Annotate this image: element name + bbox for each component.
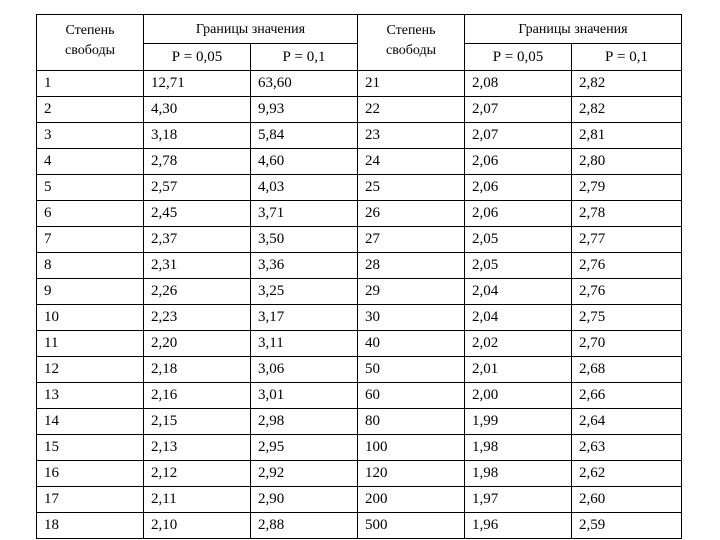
p01-right-cell: 2,76: [572, 253, 682, 279]
p005-right-cell: 2,06: [465, 175, 572, 201]
p005-left-cell: 2,23: [144, 305, 251, 331]
p005-left-cell: 2,57: [144, 175, 251, 201]
df-right-cell: 25: [358, 175, 465, 201]
df-right-cell: 100: [358, 435, 465, 461]
p01-left-cell: 3,01: [251, 383, 358, 409]
p005-right-cell: 2,05: [465, 253, 572, 279]
header-p005-right: Р = 0,05: [465, 44, 572, 71]
df-left-cell: 14: [37, 409, 144, 435]
header-p01-right: Р = 0,1: [572, 44, 682, 71]
p005-left-cell: 2,10: [144, 513, 251, 539]
df-right-cell: 22: [358, 97, 465, 123]
p01-right-cell: 2,66: [572, 383, 682, 409]
df-right-cell: 30: [358, 305, 465, 331]
p01-right-cell: 2,76: [572, 279, 682, 305]
p005-right-cell: 2,02: [465, 331, 572, 357]
p01-right-cell: 2,82: [572, 71, 682, 97]
df-left-cell: 8: [37, 253, 144, 279]
p01-right-cell: 2,77: [572, 227, 682, 253]
df-right-cell: 27: [358, 227, 465, 253]
p005-right-cell: 2,06: [465, 201, 572, 227]
df-left-cell: 4: [37, 149, 144, 175]
header-degree-right-line2: свободы: [386, 43, 436, 58]
p01-left-cell: 4,03: [251, 175, 358, 201]
table-row: [37, 461, 682, 487]
df-right-cell: 120: [358, 461, 465, 487]
df-right-cell: 21: [358, 71, 465, 97]
p005-right-cell: 2,05: [465, 227, 572, 253]
p005-right-cell: 2,00: [465, 383, 572, 409]
p01-left-cell: 2,90: [251, 487, 358, 513]
p01-left-cell: 3,71: [251, 201, 358, 227]
table-row: [37, 123, 682, 149]
df-left-cell: 15: [37, 435, 144, 461]
p005-right-cell: 1,99: [465, 409, 572, 435]
df-right-cell: 50: [358, 357, 465, 383]
p005-left-cell: 2,45: [144, 201, 251, 227]
table-row: [37, 513, 682, 539]
df-right-cell: 24: [358, 149, 465, 175]
p005-right-cell: 1,96: [465, 513, 572, 539]
df-left-cell: 3: [37, 123, 144, 149]
p01-left-cell: 63,60: [251, 71, 358, 97]
p01-right-cell: 2,82: [572, 97, 682, 123]
header-degree-right-line1: Степень: [386, 23, 436, 38]
p01-left-cell: 4,60: [251, 149, 358, 175]
p01-left-cell: 5,84: [251, 123, 358, 149]
table-row: [37, 383, 682, 409]
table-row: [37, 227, 682, 253]
p01-right-cell: 2,78: [572, 201, 682, 227]
p005-left-cell: 2,78: [144, 149, 251, 175]
p01-left-cell: 2,95: [251, 435, 358, 461]
table-row: [37, 71, 682, 97]
p01-right-cell: 2,59: [572, 513, 682, 539]
table-row: [37, 487, 682, 513]
p01-right-cell: 2,70: [572, 331, 682, 357]
p005-left-cell: 2,26: [144, 279, 251, 305]
df-left-cell: 5: [37, 175, 144, 201]
header-p01-left: Р = 0,1: [251, 44, 358, 71]
table-row: [37, 435, 682, 461]
p005-right-cell: 2,04: [465, 279, 572, 305]
p01-left-cell: 9,93: [251, 97, 358, 123]
p01-right-cell: 2,62: [572, 461, 682, 487]
df-right-cell: 28: [358, 253, 465, 279]
p005-right-cell: 2,08: [465, 71, 572, 97]
p005-left-cell: 2,31: [144, 253, 251, 279]
df-left-cell: 10: [37, 305, 144, 331]
p01-left-cell: 2,88: [251, 513, 358, 539]
p01-right-cell: 2,75: [572, 305, 682, 331]
table-row: [37, 149, 682, 175]
p005-left-cell: 2,15: [144, 409, 251, 435]
table-row: [37, 175, 682, 201]
p005-right-cell: 2,01: [465, 357, 572, 383]
p005-left-cell: 2,12: [144, 461, 251, 487]
p005-left-cell: 2,18: [144, 357, 251, 383]
table-row: [37, 253, 682, 279]
p01-right-cell: 2,64: [572, 409, 682, 435]
header-bounds-right: Границы значения: [465, 15, 682, 44]
p01-right-cell: 2,79: [572, 175, 682, 201]
table-row: [37, 409, 682, 435]
df-left-cell: 1: [37, 71, 144, 97]
p005-left-cell: 2,37: [144, 227, 251, 253]
header-row-1: [37, 15, 682, 44]
p005-left-cell: 4,30: [144, 97, 251, 123]
df-left-cell: 16: [37, 461, 144, 487]
p005-left-cell: 2,11: [144, 487, 251, 513]
df-left-cell: 12: [37, 357, 144, 383]
p01-left-cell: 3,17: [251, 305, 358, 331]
df-right-cell: 40: [358, 331, 465, 357]
df-left-cell: 11: [37, 331, 144, 357]
p005-right-cell: 1,98: [465, 461, 572, 487]
p01-right-cell: 2,63: [572, 435, 682, 461]
p01-left-cell: 3,50: [251, 227, 358, 253]
df-left-cell: 2: [37, 97, 144, 123]
df-right-cell: 23: [358, 123, 465, 149]
df-left-cell: 9: [37, 279, 144, 305]
p01-right-cell: 2,60: [572, 487, 682, 513]
p005-right-cell: 2,06: [465, 149, 572, 175]
df-right-cell: 29: [358, 279, 465, 305]
p01-right-cell: 2,80: [572, 149, 682, 175]
p005-right-cell: 1,98: [465, 435, 572, 461]
p01-left-cell: 3,11: [251, 331, 358, 357]
student-t-table: [36, 14, 682, 539]
df-right-cell: 60: [358, 383, 465, 409]
table-row: [37, 97, 682, 123]
df-right-cell: 500: [358, 513, 465, 539]
header-degree-left-line1: Степень: [65, 23, 115, 38]
p005-left-cell: 2,20: [144, 331, 251, 357]
p005-right-cell: 2,04: [465, 305, 572, 331]
table-row: [37, 331, 682, 357]
df-left-cell: 7: [37, 227, 144, 253]
p005-left-cell: 12,71: [144, 71, 251, 97]
table-row: [37, 357, 682, 383]
header-degree-right: [358, 15, 465, 71]
header-bounds-left: Границы значения: [144, 15, 358, 44]
header-p005-left: Р = 0,05: [144, 44, 251, 71]
p01-right-cell: 2,81: [572, 123, 682, 149]
p01-left-cell: 3,36: [251, 253, 358, 279]
df-left-cell: 6: [37, 201, 144, 227]
table-row: [37, 305, 682, 331]
p01-left-cell: 3,25: [251, 279, 358, 305]
p005-right-cell: 1,97: [465, 487, 572, 513]
p005-right-cell: 2,07: [465, 123, 572, 149]
df-right-cell: 80: [358, 409, 465, 435]
p005-right-cell: 2,07: [465, 97, 572, 123]
df-left-cell: 17: [37, 487, 144, 513]
table-row: [37, 201, 682, 227]
df-left-cell: 18: [37, 513, 144, 539]
header-degree-left: [37, 15, 144, 71]
p005-left-cell: 3,18: [144, 123, 251, 149]
p01-left-cell: 2,98: [251, 409, 358, 435]
p005-left-cell: 2,16: [144, 383, 251, 409]
df-right-cell: 200: [358, 487, 465, 513]
p01-left-cell: 2,92: [251, 461, 358, 487]
df-right-cell: 26: [358, 201, 465, 227]
p005-left-cell: 2,13: [144, 435, 251, 461]
header-degree-left-line2: свободы: [65, 43, 115, 58]
df-left-cell: 13: [37, 383, 144, 409]
p01-right-cell: 2,68: [572, 357, 682, 383]
p01-left-cell: 3,06: [251, 357, 358, 383]
table-row: [37, 279, 682, 305]
